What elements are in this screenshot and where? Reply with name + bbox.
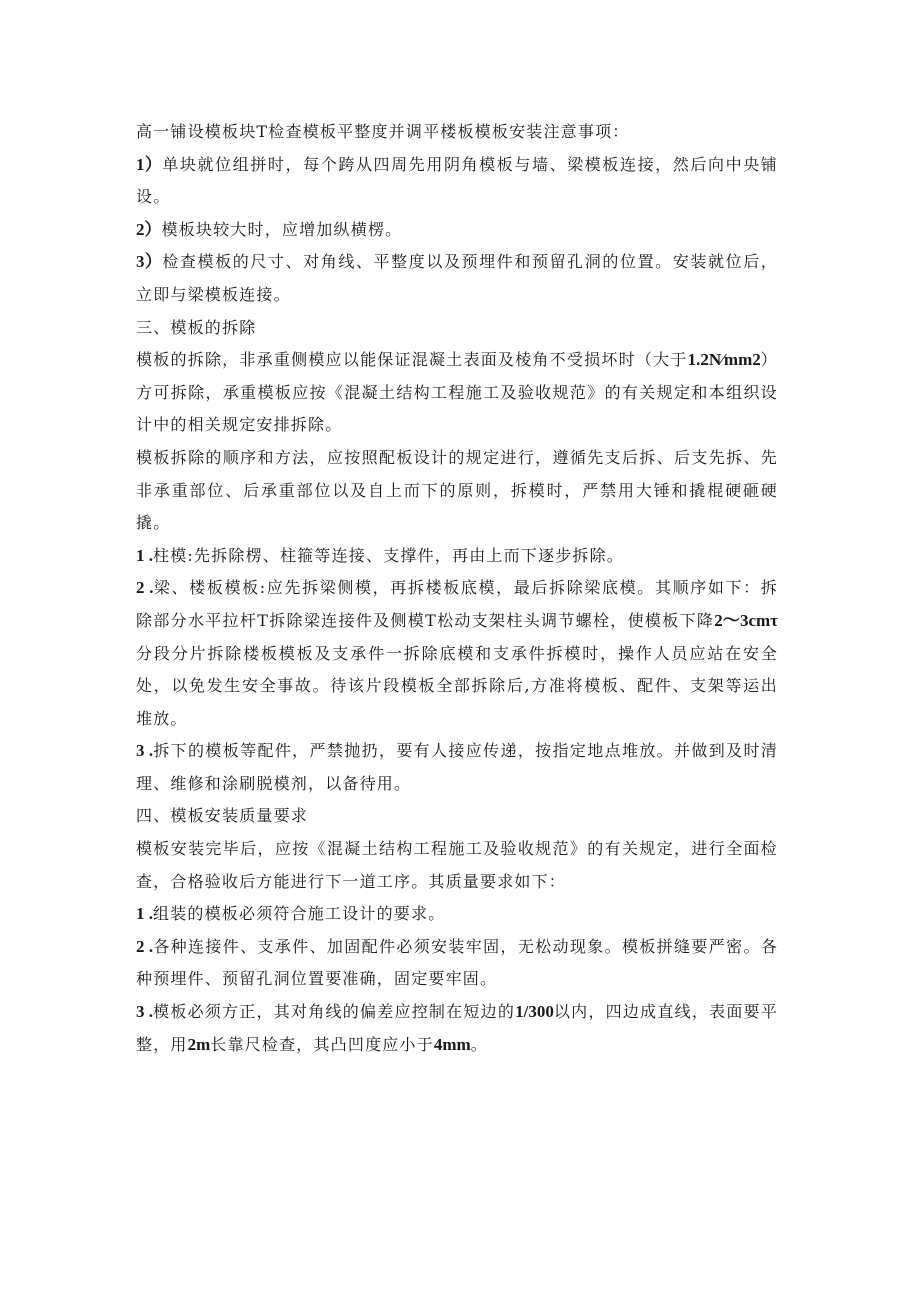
flatness-limit: 4mm xyxy=(433,1034,471,1054)
section-heading-quality xyxy=(136,800,778,833)
note-text-3: 检查模板的尺寸、对角线、平整度以及预埋件和预留孔洞的位置。安装就位后，立即与梁模板连接。 xyxy=(136,252,778,304)
removal-number-3: 3 . xyxy=(136,741,154,761)
quality-text-1: 组装的模板必须符合施工设计的要求。 xyxy=(153,904,446,924)
quality-item-2 xyxy=(136,931,778,996)
quality-number-3: 3 . xyxy=(136,1002,154,1022)
removal-item-2 xyxy=(136,572,778,735)
removal-conditions-text: 模板的拆除，非承重侧模应以能保证混凝土表面及棱角不受损坏时（大于 xyxy=(136,350,688,370)
note-item-1 xyxy=(136,149,778,214)
removal-text-2-rest: 分段分片拆除楼板模板及支承件一拆除底模和支承件拆模时，操作人员应站在安全处，以免发生安全事故。待该片段模板全部拆除后,方准将模板、配件、支架等运出堆放。 xyxy=(136,643,778,728)
quality-item-3 xyxy=(136,996,778,1061)
removal-item-3 xyxy=(136,735,778,800)
section-heading-removal xyxy=(136,312,778,345)
paragraph-removal-order xyxy=(136,442,778,540)
removal-item-1 xyxy=(136,540,778,573)
quality-item-1 xyxy=(136,898,778,931)
quality-number-1: 1 . xyxy=(136,904,153,924)
note-text-1: 单块就位组拼时，每个跨从四周先用阴角模板与墙、梁模板连接，然后向中央铺设。 xyxy=(136,154,778,207)
section-heading-removal-text: 三、模板的拆除 xyxy=(136,317,257,337)
lowering-value: 2～3cmτ xyxy=(714,610,778,630)
paragraph-removal-conditions xyxy=(136,344,778,442)
removal-number-2: 2 . xyxy=(136,578,154,598)
removal-number-1: 1 . xyxy=(136,545,153,565)
note-item-2 xyxy=(136,214,778,247)
quality-text-3-rest3: 。 xyxy=(470,1034,488,1054)
quality-text-3: 模板必须方正，其对角线的偏差应控制在短边的 xyxy=(153,1002,516,1022)
removal-text-1: 柱模:先拆除楞、柱箍等连接、支撑件，再由上而下逐步拆除。 xyxy=(153,545,624,565)
removal-text-3: 拆下的模板等配件，严禁抛扔，要有人接应传递，按指定地点堆放。并做到及时清理、维修和涂刷脱模剂，以备待用。 xyxy=(136,741,779,793)
note-text-2: 模板块较大时，应增加纵横楞。 xyxy=(161,219,403,239)
strength-value: 1.2N∕mm2 xyxy=(687,350,761,370)
ruler-length: 2m xyxy=(187,1034,211,1054)
quality-text-3-rest: 以内，四边成直线，表面要平整，用 xyxy=(136,1002,779,1054)
paragraph-quality-intro xyxy=(136,833,778,898)
quality-intro-text: 模板安装完毕后，应按《混凝土结构工程施工及验收规范》的有关规定，进行全面检查，合格验收后方能进行下一道工序。其质量要求如下： xyxy=(136,839,778,891)
note-number-2: 2） xyxy=(136,219,162,239)
note-number-3: 3） xyxy=(136,252,163,272)
removal-order-text: 模板拆除的顺序和方法，应按照配板设计的规定进行，遵循先支后拆、后支先拆、先非承重部位、后承重部位以及自上而下的原则，拆模时，严禁用大锤和撬棍硬砸硬撬。 xyxy=(136,447,778,533)
intro-text: 高一铺设模板块T检查模板平整度并调平楼板模板安装注意事项： xyxy=(136,122,630,141)
section-heading-quality-text: 四、模板安装质量要求 xyxy=(136,806,309,826)
note-item-3 xyxy=(136,246,778,311)
quality-text-3-rest2: 长靠尺检查，其凸凹度应小于 xyxy=(210,1034,434,1054)
quality-text-2: 各种连接件、支承件、加固配件必须安装牢固，无松动现象。模板拼缝要严密。各种预埋件、预留孔洞位置要准确，固定要牢固。 xyxy=(136,936,779,989)
diagonal-tolerance: 1/300 xyxy=(515,1002,554,1022)
removal-conditions-rest: ）方可拆除，承重模板应按《混凝土结构工程施工及验收规范》的有关规定和本组织设计中的相关规定安排拆除。 xyxy=(136,350,779,435)
note-number-1: 1） xyxy=(136,154,163,174)
paragraph-intro xyxy=(136,116,778,149)
document-body xyxy=(136,116,778,1061)
quality-number-2: 2 . xyxy=(136,936,154,956)
removal-text-2: 梁、楼板模板:应先拆梁侧模，再拆楼板底模，最后拆除梁底模。其顺序如下：拆除部分水平拉杆T拆除梁连接件及侧模T松动支架柱头调节螺栓，使模板下降 xyxy=(136,578,779,630)
